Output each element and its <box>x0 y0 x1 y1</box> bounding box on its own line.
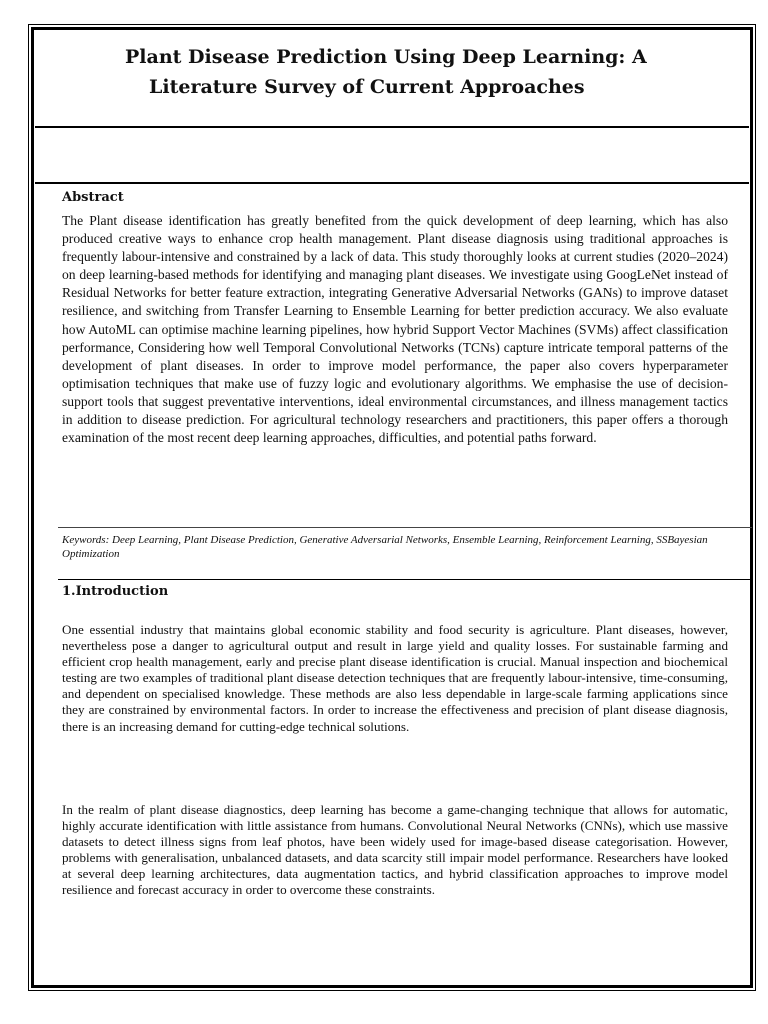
abstract-heading: Abstract <box>62 190 124 205</box>
keywords-top-rule <box>58 527 752 528</box>
keywords-line: Keywords: Deep Learning, Plant Disease Prediction, Generative Adversarial Networks, Ensemble Learning, Reinforcement Learning, SSBayesian Optimization <box>62 534 708 560</box>
paper-title-line-2: Literature Survey of Current Approaches <box>149 76 585 98</box>
paper-title-line-1: Plant Disease Prediction Using Deep Learning: A <box>125 46 647 68</box>
paper-title <box>125 42 725 102</box>
introduction-paragraph-1: One essential industry that maintains global economic stability and food security is agriculture. Plant diseases, however, nevertheless pose a danger to agricultural output and result in large yield and quality losses. For sustainable farming and efficient crop health management, early and precise plant disease identification is crucial. Manual inspection and biochemical testing are two examples of traditional plant disease detection techniques that are frequently labour-intensive, time-consuming, and dependent on specialised knowledge. These methods are also less dependable in large-scale farming applications since they are constrained by environmental factors. In order to increase the effectiveness and precision of plant disease diagnosis, there is an increasing demand for cutting-edge technical solutions. <box>62 622 728 734</box>
keywords-bottom-rule <box>58 579 752 580</box>
author-info-box <box>35 128 749 184</box>
introduction-heading: 1.Introduction <box>62 584 169 599</box>
abstract-text: The Plant disease identification has greatly benefited from the quick development of deep learning, which has also produced creative ways to enhance crop health management. Plant disease diagnosis using traditional approaches is frequently labour-intensive and constrained by a lack of data. This study thoroughly looks at current studies (2020–2024) on deep learning-based methods for identifying and managing plant diseases. We investigate using GoogLeNet instead of Residual Networks for better feature extraction, integrating Generative Adversarial Networks (GANs) to improve dataset resilience, and switching from Transfer Learning to Ensemble Learning for better prediction accuracy. We also evaluate how AutoML can optimise machine learning pipelines, how hybrid Support Vector Machines (SVMs) affect classification performance, Considering how well Temporal Convolutional Networks (TCNs) capture intricate temporal patterns of the development of plant diseases. In order to improve model performance, the paper also covers hyperparameter optimisation techniques that make use of fuzzy logic and evolutionary algorithms. We emphasise the use of decision-support tools that suggest preventative interventions, ideal environmental circumstances, and illness management tactics in addition to disease prediction. For agricultural technology researchers and practitioners, this paper offers a thorough examination of the most recent deep learning approaches, difficulties, and potential paths forward. <box>62 213 728 446</box>
introduction-paragraph-2: In the realm of plant disease diagnostics, deep learning has become a game-changing technique that allows for automatic, highly accurate identification with little assistance from humans. Convolutional Neural Networks (CNNs), which use massive datasets to detect illness signs from leaf photos, have been widely used for image-based disease categorisation. However, problems with generalisation, unbalanced datasets, and data scarcity still impair model performance. Researchers have looked at several deep learning architectures, data augmentation tactics, and hybrid classification approaches to improve model resilience and forecast accuracy in order to overcome these constraints. <box>62 802 728 898</box>
title-box <box>35 32 749 128</box>
